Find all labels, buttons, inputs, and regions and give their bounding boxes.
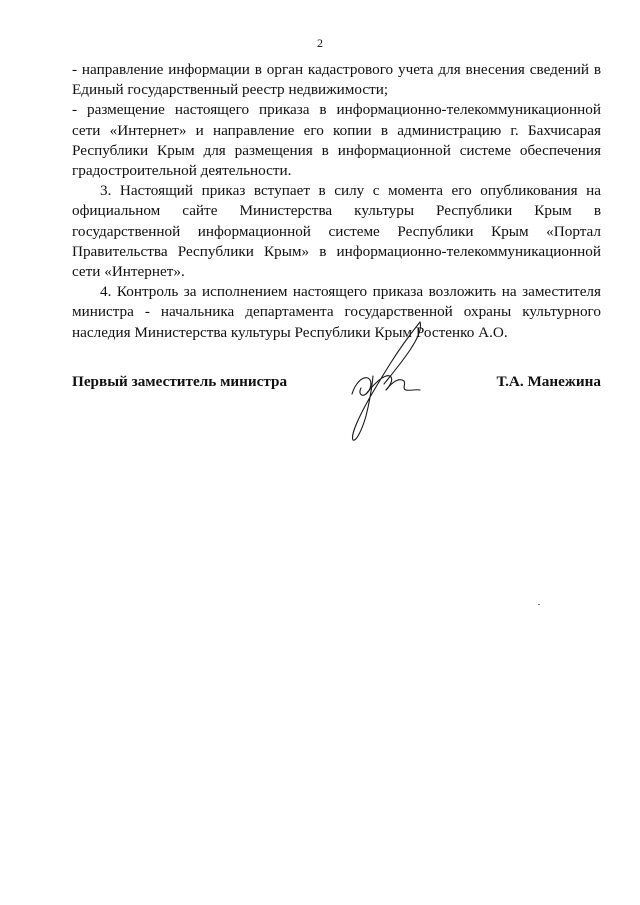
paragraph-cadastral-info: - направление информации в орган кадастрового учета для внесения сведений в Единый государственный реестр недвижимости; — [72, 61, 601, 99]
paragraph-point-4: 4. Контроль за исполнением настоящего приказа возложить на заместителя министра - начальника департамента государственной охраны культурного наследия Министерства культуры Республики Крым Ростенко А.О. — [72, 283, 601, 341]
handwritten-signature — [340, 318, 430, 443]
document-body — [72, 60, 601, 343]
page-number: 2 — [317, 36, 323, 50]
paragraph-point-3: 3. Настоящий приказ вступает в силу с момента его опубликования на официальном сайте Министерства культуры Республики Крым в государственной информационной системе Республики Крым «Портал Правительства Республики Крым» в информационно-телекоммуникационной сети «Интернет». — [72, 182, 601, 281]
scan-speck — [538, 604, 540, 605]
paragraph-internet-publication: - размещение настоящего приказа в информационно-телекоммуникационной сети «Интернет» и направление его копии в администрацию г. Бахчисарая Республики Крым для размещения в информационной системе обеспечения градостроительной деятельности. — [72, 101, 601, 180]
signature-block — [72, 372, 601, 392]
signatory-title: Первый заместитель министра — [72, 373, 288, 390]
signatory-name: Т.А. Манежина — [496, 373, 601, 390]
